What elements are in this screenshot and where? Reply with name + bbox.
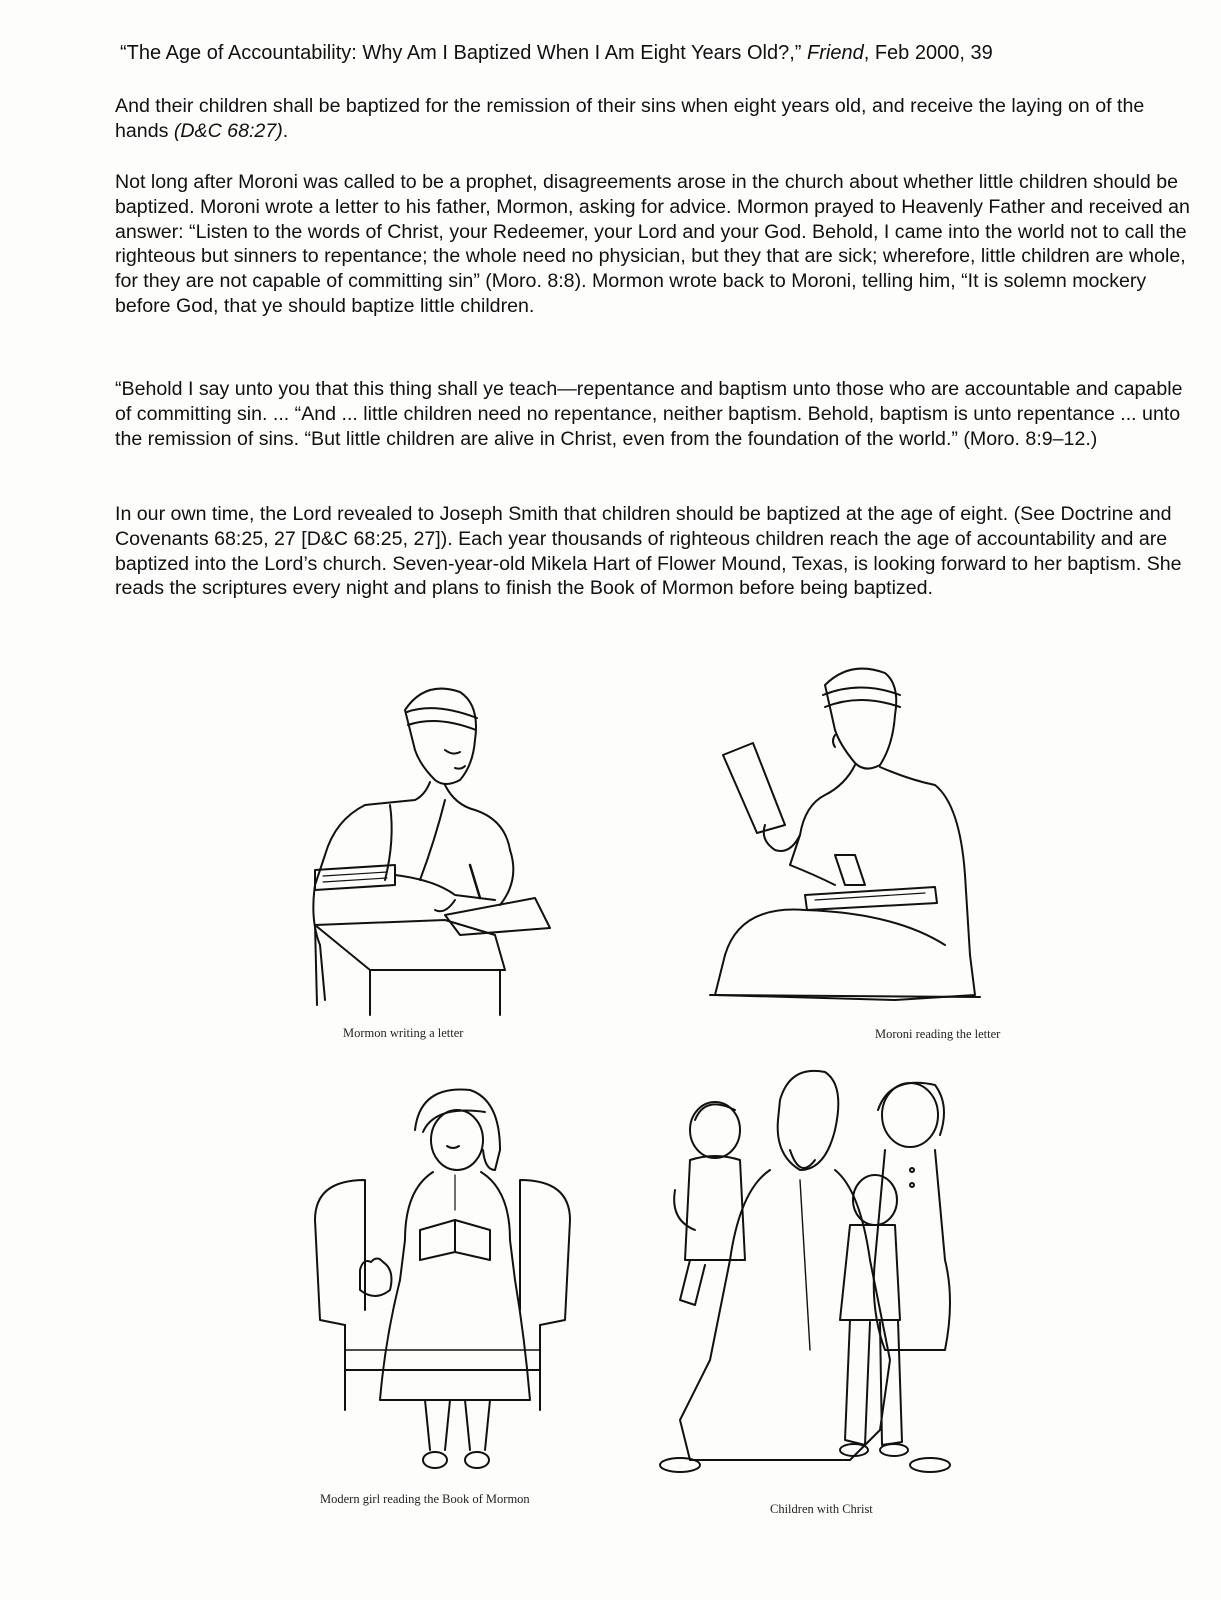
- girl-reading-drawing: [305, 1080, 580, 1480]
- illustration-girl-reading: [305, 1080, 580, 1506]
- caption-moroni-reading: Moroni reading the letter: [875, 1027, 1001, 1041]
- scripture-reference: (D&C 68:27): [173, 119, 283, 142]
- paragraph-end: .: [282, 119, 289, 142]
- citation-line: [120, 40, 1120, 66]
- paragraph-text: And their children shall be baptized for the remission of their sins when eight years old, and receive the laying on of the hands: [115, 95, 1145, 142]
- illustration-mormon-writing: [295, 670, 565, 1040]
- illustration-children-with-christ: [650, 1060, 970, 1516]
- citation-title: “The Age of Accountability: Why Am I Baptized When I Am Eight Years Old?,”: [120, 42, 808, 64]
- paragraph-behold: “Behold I say unto you that this thing shall ye teach—repentance and baptism unto those who are accountable and capable of committing sin. ... “And ... little children need no repentance, neither baptism. Behold, baptism is unto repentance ... unto the remission of sins. “But little children are alive in Christ, even from the foundation of the world.” (Moro. 8:9–12.): [115, 378, 1183, 450]
- children-with-christ-drawing: [650, 1060, 970, 1490]
- paragraph-moroni-letter: Not long after Moroni was called to be a prophet, disagreements arose in the church about whether little children should be baptized. Moroni wrote a letter to his father, Mormon, asking for advice. Mormon prayed to Heavenly Father and received an answer: “Listen to the words of Christ, your Redeemer, your Lord and your God. Behold, I came into the world not to call the righteous but sinners to repentance; the whole need no physician, but they that are sick; wherefore, little children are whole, for they are not capable of committing sin” (Moro. 8:8). Mormon wrote back to Moroni, telling him, “It is solemn mockery before God, that ye should baptize little children.: [115, 171, 1190, 317]
- mormon-writing-drawing: [295, 670, 565, 1020]
- citation-date: , Feb 2000, 39: [863, 42, 993, 64]
- caption-mormon-writing: Mormon writing a letter: [343, 1026, 464, 1040]
- paragraph-our-time: In our own time, the Lord revealed to Joseph Smith that children should be baptized at the age of eight. (See Doctrine and Covenants 68:25, 27 [D&C 68:25, 27]). Each year thousands of righteous children reach the age of accountability and are baptized into the Lord’s church. Seven-year-old Mikela Hart of Flower Mound, Texas, is looking forward to her baptism. She reads the scriptures every night and plans to finish the Book of Mormon before being baptized.: [115, 503, 1182, 600]
- paragraph-scripture-quote: [115, 94, 1190, 144]
- caption-girl-reading: Modern girl reading the Book of Mormon: [320, 1492, 530, 1506]
- citation-journal: Friend: [807, 42, 864, 64]
- illustration-moroni-reading: [695, 655, 1001, 1041]
- moroni-reading-drawing: [695, 655, 995, 1020]
- caption-children-with-christ: Children with Christ: [770, 1502, 873, 1516]
